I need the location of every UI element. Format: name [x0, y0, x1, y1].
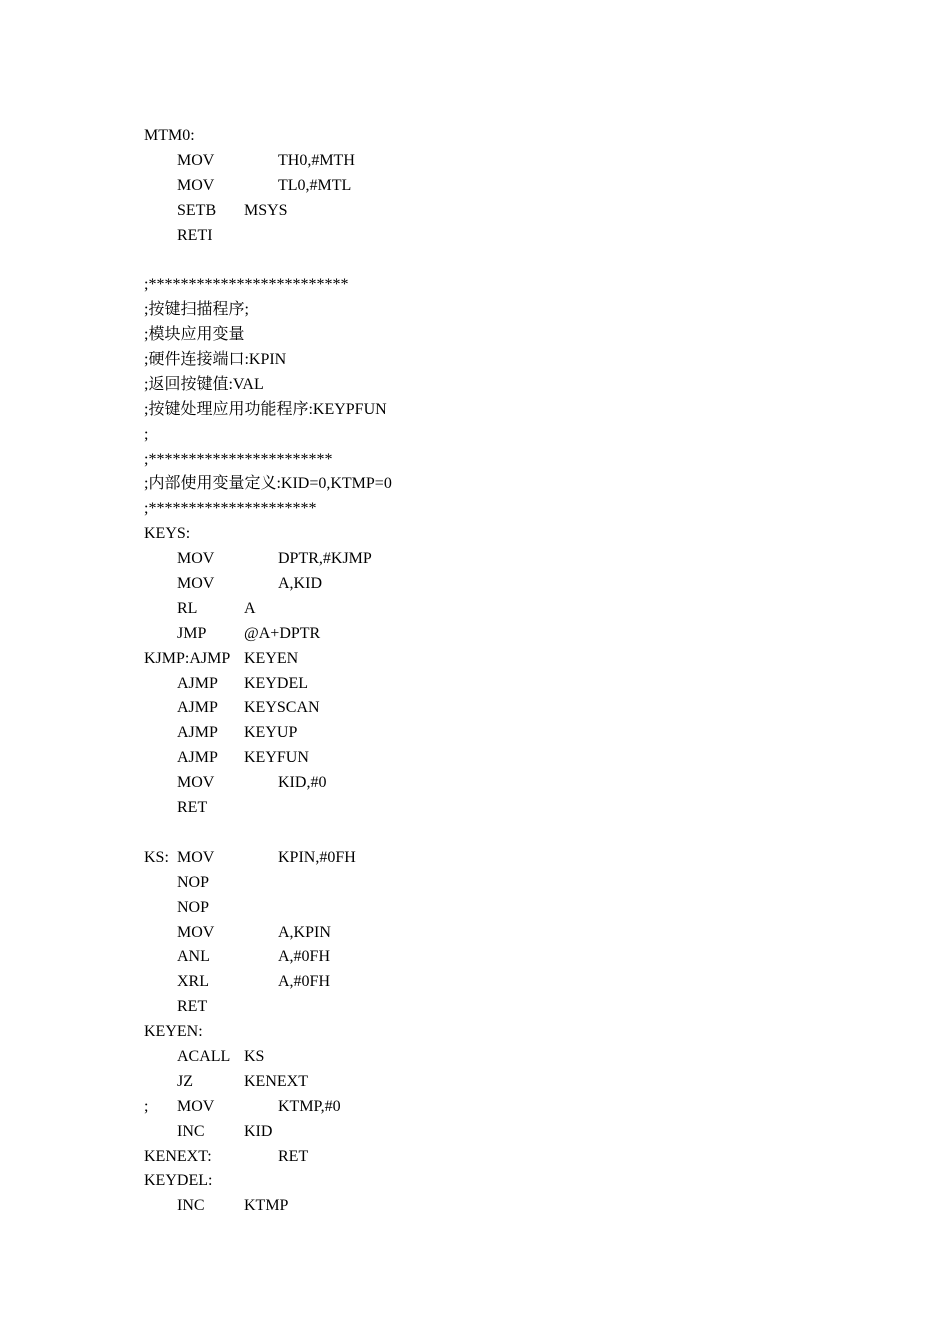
code-line: [144, 1020, 844, 1045]
instruction-mnemonic: MOV: [177, 575, 215, 593]
instruction-mnemonic: ANL: [177, 948, 210, 966]
comment-text: ;模块应用变量: [144, 326, 245, 344]
blank-line: [144, 248, 844, 273]
code-line: [144, 323, 844, 348]
code-line: [144, 597, 844, 622]
code-line: [144, 497, 844, 522]
code-line: [144, 672, 844, 697]
comment-text: ;按键扫描程序;: [144, 301, 249, 319]
comment-text: ;按键处理应用功能程序:KEYPFUN: [144, 400, 387, 418]
code-line: [144, 871, 844, 896]
code-line: [144, 921, 844, 946]
code-line: [144, 348, 844, 373]
instruction-mnemonic: MOV: [177, 774, 215, 792]
code-line: [144, 547, 844, 572]
instruction-operand: DPTR,#KJMP: [278, 550, 372, 568]
code-line: [144, 472, 844, 497]
blank-line: [144, 821, 844, 846]
instruction-operand: KID,#0: [278, 774, 327, 792]
instruction-operand: A,KID: [278, 575, 322, 593]
code-label: MTM0:: [144, 127, 195, 144]
code-line: [144, 1169, 844, 1194]
comment-text: ;内部使用变量定义:KID=0,KTMP=0: [144, 475, 392, 493]
code-line: [144, 896, 844, 921]
code-line: [144, 398, 844, 423]
instruction-mnemonic: MOV: [177, 176, 215, 194]
code-line: [144, 746, 844, 771]
instruction-operand: @A+DPTR: [244, 624, 321, 642]
code-line: [144, 373, 844, 398]
instruction-mnemonic: RET: [177, 799, 208, 817]
comment-text: ;: [144, 425, 149, 443]
code-line: [144, 199, 844, 224]
code-label: KEYS:: [144, 525, 191, 543]
instruction-operand: KEYSCAN: [244, 699, 320, 717]
instruction-operand: RET: [278, 1147, 309, 1165]
code-line: [144, 995, 844, 1020]
comment-text: ;硬件连接端口:KPIN: [144, 351, 287, 369]
code-label: KEYEN:: [144, 1023, 203, 1041]
code-listing: [144, 124, 844, 1219]
code-line: [144, 149, 844, 174]
instruction-mnemonic: AJMP: [177, 749, 218, 767]
comment-text: ;*************************: [144, 276, 349, 294]
instruction-operand: KENEXT: [244, 1072, 308, 1090]
code-label: ;: [144, 1097, 149, 1115]
instruction-operand: KID: [244, 1122, 273, 1140]
instruction-mnemonic: JMP: [177, 624, 207, 642]
instruction-mnemonic: MOV: [177, 151, 215, 169]
instruction-mnemonic: MOV: [177, 848, 215, 866]
instruction-mnemonic: AJMP: [177, 724, 218, 742]
instruction-operand: KEYEN: [244, 649, 299, 667]
instruction-mnemonic: XRL: [177, 973, 209, 991]
instruction-operand: KTMP: [244, 1197, 289, 1215]
code-line: [144, 846, 844, 871]
instruction-mnemonic: INC: [177, 1197, 205, 1215]
instruction-mnemonic: NOP: [177, 873, 210, 891]
instruction-mnemonic: ACALL: [177, 1047, 231, 1065]
code-line: [144, 647, 844, 672]
instruction-operand: KEYUP: [244, 724, 298, 742]
instruction-mnemonic: INC: [177, 1122, 205, 1140]
code-line: [144, 448, 844, 473]
instruction-mnemonic: AJMP: [177, 699, 218, 717]
instruction-operand: KS: [244, 1047, 265, 1065]
code-line: [144, 224, 844, 249]
code-line: [144, 1120, 844, 1145]
instruction-mnemonic: MOV: [177, 923, 215, 941]
instruction-operand: TH0,#MTH: [278, 151, 355, 169]
code-label: KEYDEL:: [144, 1172, 213, 1190]
code-line: [144, 298, 844, 323]
code-line: [144, 1095, 844, 1120]
code-line: [144, 124, 844, 149]
instruction-mnemonic: MOV: [177, 1097, 215, 1115]
code-line: [144, 522, 844, 547]
code-line: [144, 970, 844, 995]
instruction-mnemonic: AJMP: [177, 674, 218, 692]
code-line: [144, 1145, 844, 1170]
code-label: KENEXT:: [144, 1147, 212, 1165]
code-line: [144, 696, 844, 721]
instruction-mnemonic: SETB: [177, 201, 217, 219]
code-line: [144, 572, 844, 597]
comment-text: ;*********************: [144, 500, 317, 518]
instruction-mnemonic: RL: [177, 599, 198, 617]
instruction-operand: MSYS: [244, 201, 288, 219]
instruction-mnemonic: JZ: [177, 1072, 193, 1090]
code-line: [144, 1194, 844, 1219]
instruction-operand: A,#0FH: [278, 973, 331, 991]
code-line: [144, 273, 844, 298]
comment-text: ;返回按键值:VAL: [144, 375, 264, 393]
instruction-mnemonic: NOP: [177, 898, 210, 916]
code-label: KS:: [144, 848, 169, 866]
comment-text: ;***********************: [144, 450, 333, 468]
code-line: [144, 174, 844, 199]
code-label: KJMP:AJMP: [144, 649, 231, 667]
instruction-operand: A,KPIN: [278, 923, 331, 941]
code-line: [144, 771, 844, 796]
instruction-operand: A,#0FH: [278, 948, 331, 966]
instruction-operand: TL0,#MTL: [278, 176, 352, 194]
instruction-operand: A: [244, 599, 256, 617]
instruction-mnemonic: RET: [177, 998, 208, 1016]
code-line: [144, 423, 844, 448]
instruction-operand: KEYDEL: [244, 674, 308, 692]
instruction-mnemonic: RETI: [177, 226, 213, 244]
instruction-operand: KTMP,#0: [278, 1097, 341, 1115]
code-line: [144, 622, 844, 647]
code-line: [144, 945, 844, 970]
code-line: [144, 1045, 844, 1070]
instruction-mnemonic: MOV: [177, 550, 215, 568]
instruction-operand: KPIN,#0FH: [278, 848, 356, 866]
code-line: [144, 721, 844, 746]
code-line: [144, 1070, 844, 1095]
instruction-operand: KEYFUN: [244, 749, 309, 767]
code-line: [144, 796, 844, 821]
